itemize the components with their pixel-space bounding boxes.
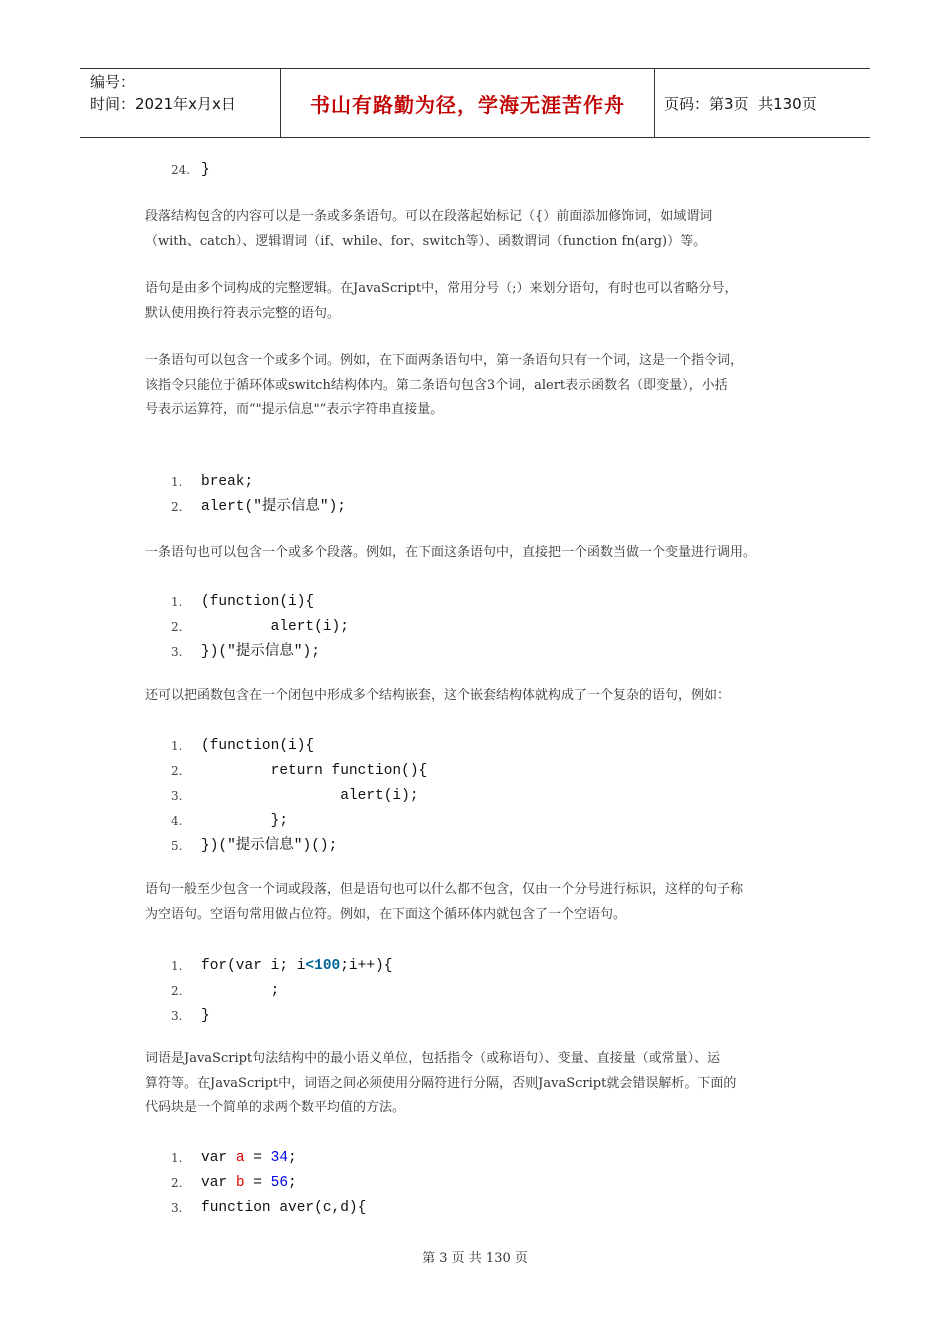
code-line xyxy=(145,759,825,784)
code-line xyxy=(145,590,825,615)
code-token: } xyxy=(201,162,210,178)
code-line xyxy=(145,954,825,979)
paragraph-line: 词语是JavaScript句法结构中的最小语义单位，包括指令（或称语句）、变量、直接量（或常量）、运 xyxy=(145,1051,721,1066)
code-text xyxy=(201,470,253,495)
line-number: 2. xyxy=(171,984,183,998)
code-token: ;i++){ xyxy=(340,958,393,974)
paragraph-line: 为空语句。空语句常用做占位符。例如，在下面这个循环体内就包含了一个空语句。 xyxy=(145,906,627,922)
header-motto: 书山有路勤为径，学海无涯苦作舟 xyxy=(281,69,655,137)
paragraph xyxy=(145,205,825,254)
code-token: function aver(c,d){ xyxy=(201,1200,367,1216)
code-text xyxy=(201,1004,210,1029)
code-token: ; xyxy=(201,983,280,999)
code-block xyxy=(145,954,825,1029)
code-block xyxy=(145,734,825,859)
paragraph xyxy=(145,541,825,566)
code-text xyxy=(201,640,320,665)
paragraph-line: 代码块是一个简单的求两个数平均值的方法。 xyxy=(145,1100,406,1115)
paragraph-line: 默认使用换行符表示完整的语句。 xyxy=(145,305,341,321)
code-line xyxy=(145,640,825,665)
code-text xyxy=(201,784,419,809)
code-line xyxy=(145,734,825,759)
page-footer: 第 3 页 共 130 页 xyxy=(422,1251,528,1266)
time-label: 时间：2021年x月x日 xyxy=(90,95,236,113)
code-token: ; xyxy=(288,1150,297,1166)
code-text xyxy=(201,495,346,520)
code-line xyxy=(145,809,825,834)
paragraph-line: （with、catch）、逻辑谓词（if、while、for、switch等）、函数谓词（function fn(arg)）等。 xyxy=(145,233,707,249)
line-number: 1. xyxy=(171,739,183,753)
line-number: 3. xyxy=(171,789,183,803)
paragraph-line: 算符等。在JavaScript中，词语之间必须使用分隔符进行分隔，否则JavaScript就会错误解析。下面的 xyxy=(145,1075,737,1091)
header-page-info: 页码：第3页 共130页 xyxy=(664,94,817,113)
code-token: = xyxy=(244,1175,271,1191)
code-line xyxy=(145,1146,825,1171)
paragraph-line: 一条语句可以包含一个或多个词。例如，在下面两条语句中，第一条语句只有一个词，这是一个指令词， xyxy=(145,353,744,368)
paragraph xyxy=(145,349,825,423)
paragraph-line: 号表示运算符，而“"提示信息"”表示字符串直接量。 xyxy=(145,402,444,417)
code-token: b xyxy=(235,1175,245,1191)
code-line xyxy=(145,470,825,495)
code-block xyxy=(145,590,825,665)
code-text xyxy=(201,158,210,183)
code-block xyxy=(145,1146,825,1221)
code-token: ; xyxy=(288,1175,297,1191)
paragraph-line: 该指令只能位于循环体或switch结构体内。第二条语句包含3个词，alert表示函数名（即变量），小括 xyxy=(145,377,728,393)
code-text xyxy=(201,809,288,834)
code-token: alert("提示信息"); xyxy=(201,499,347,515)
code-block xyxy=(145,470,825,520)
paragraph xyxy=(145,277,825,326)
code-token: = xyxy=(244,1150,271,1166)
code-text xyxy=(201,734,314,759)
code-text xyxy=(201,1146,297,1171)
code-text xyxy=(201,1171,297,1196)
line-number: 1. xyxy=(171,1151,183,1165)
paragraph-line: 语句是由多个词构成的完整逻辑。在JavaScript中，常用分号（;）来划分语句，有时也可以省略分号， xyxy=(145,281,738,296)
paragraph xyxy=(145,878,825,927)
code-line xyxy=(145,158,825,183)
code-token: var xyxy=(201,1150,236,1166)
line-number: 2. xyxy=(171,764,183,778)
code-line xyxy=(145,834,825,859)
code-token: 56 xyxy=(270,1175,289,1191)
line-number: 3. xyxy=(171,1009,183,1023)
code-line xyxy=(145,784,825,809)
code-block xyxy=(145,158,825,183)
code-token: }; xyxy=(201,813,289,829)
code-line xyxy=(145,495,825,520)
code-line xyxy=(145,1171,825,1196)
code-text xyxy=(201,590,314,615)
id-label: 编号： xyxy=(90,73,136,91)
code-text xyxy=(201,615,349,640)
paragraph-line: 还可以把函数包含在一个闭包中形成多个结构嵌套，这个嵌套结构体就构成了一个复杂的语句，例如： xyxy=(145,688,731,703)
code-token: })("提示信息")(); xyxy=(201,838,338,854)
code-text xyxy=(201,1196,366,1221)
paragraph-line: 语句一般至少包含一个词或段落，但是语句也可以什么都不包含，仅由一个分号进行标识，这样的句子称 xyxy=(145,882,744,897)
code-line xyxy=(145,1004,825,1029)
line-number: 3. xyxy=(171,1201,183,1215)
code-token: <100 xyxy=(305,958,341,974)
code-token: return function(){ xyxy=(201,763,428,779)
code-text xyxy=(201,954,392,979)
paragraph xyxy=(145,1047,825,1121)
paragraph xyxy=(145,684,825,709)
code-line xyxy=(145,615,825,640)
code-token: a xyxy=(235,1150,245,1166)
code-token: (function(i){ xyxy=(201,738,315,754)
line-number: 2. xyxy=(171,1176,183,1190)
line-number: 2. xyxy=(171,500,183,514)
code-token: var xyxy=(201,1175,236,1191)
code-text xyxy=(201,759,427,784)
code-token: break; xyxy=(201,474,254,490)
code-token: alert(i); xyxy=(201,788,419,804)
paragraph-line: 段落结构包含的内容可以是一条或多条语句。可以在段落起始标记（{）前面添加修饰词，如域谓词 xyxy=(145,209,713,224)
code-token: } xyxy=(201,1008,210,1024)
code-text xyxy=(201,834,337,859)
code-text xyxy=(201,979,279,1004)
line-number: 24. xyxy=(171,163,191,177)
line-number: 1. xyxy=(171,959,183,973)
line-number: 3. xyxy=(171,645,183,659)
code-token: })("提示信息"); xyxy=(201,644,320,660)
line-number: 5. xyxy=(171,839,183,853)
line-number: 4. xyxy=(171,814,183,828)
page-header xyxy=(80,68,870,138)
line-number: 1. xyxy=(171,475,183,489)
line-number: 1. xyxy=(171,595,183,609)
code-token: 34 xyxy=(270,1150,289,1166)
header-meta xyxy=(80,69,281,137)
paragraph-line: 一条语句也可以包含一个或多个段落。例如，在下面这条语句中，直接把一个函数当做一个变量进行调用。 xyxy=(145,545,757,560)
code-line xyxy=(145,979,825,1004)
code-token: alert(i); xyxy=(201,619,349,635)
line-number: 2. xyxy=(171,620,183,634)
code-token: for(var i; i xyxy=(201,958,306,974)
code-line xyxy=(145,1196,825,1221)
code-token: (function(i){ xyxy=(201,594,315,610)
